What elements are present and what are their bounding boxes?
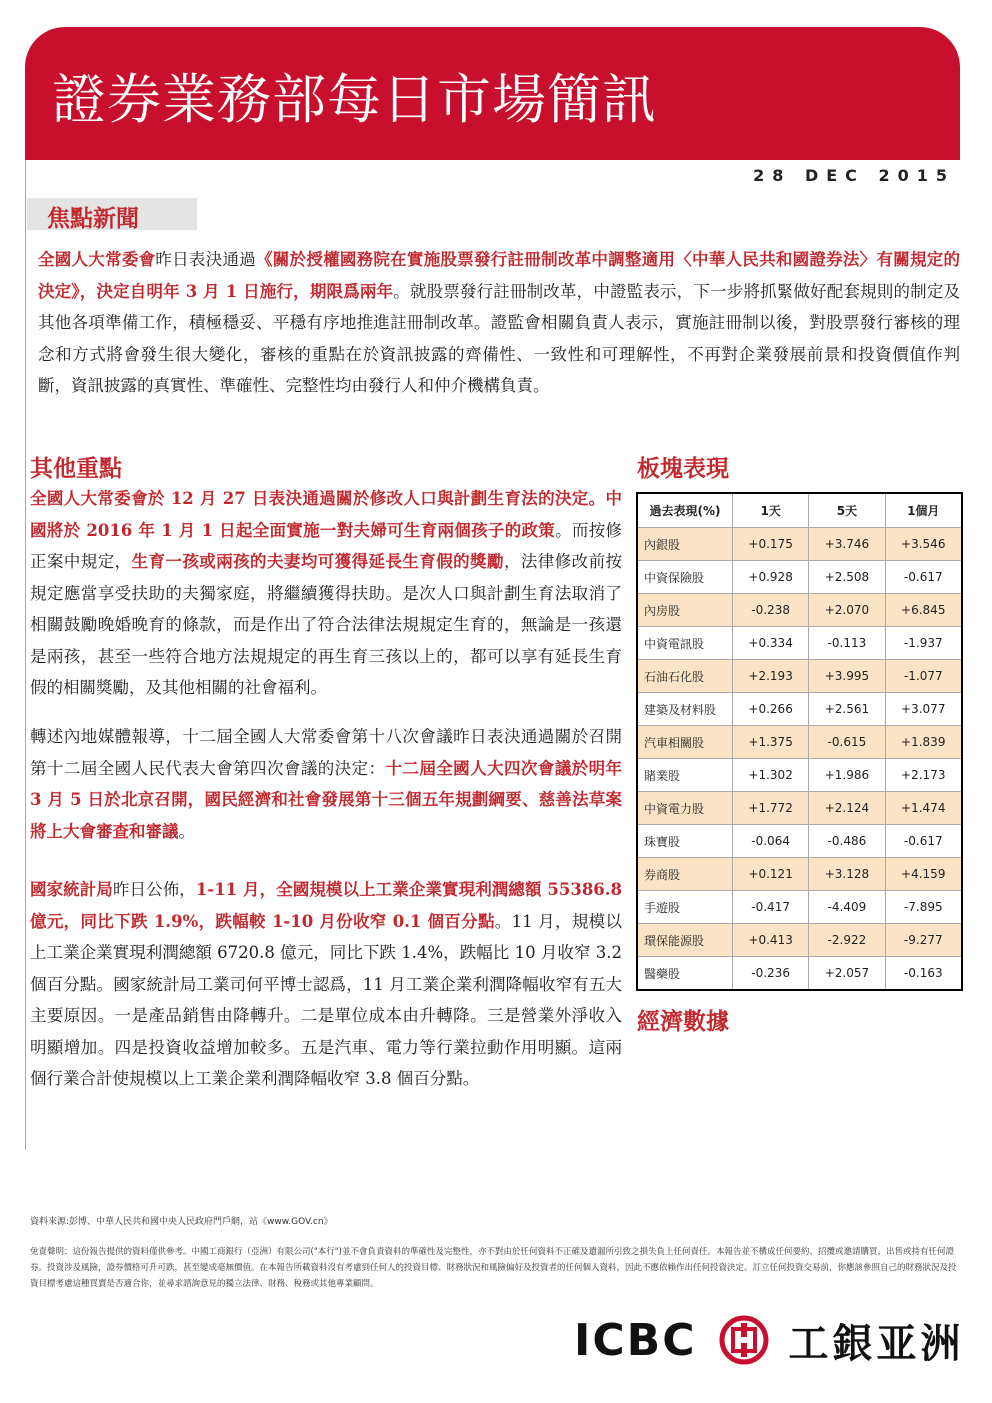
logo-text-en: ICBC <box>574 1314 697 1366</box>
others-p1-text-b: 。而按修正案中規定， <box>30 520 623 571</box>
table-header-cell: 5天 <box>809 493 885 528</box>
others-paragraph-2 <box>30 721 622 847</box>
perf-5d: -4.409 <box>809 891 885 924</box>
perf-5d: +3.128 <box>809 858 885 891</box>
focus-title: 焦點新聞 <box>47 206 139 232</box>
icbc-emblem-icon <box>719 1315 769 1365</box>
perf-1m: -1.937 <box>885 627 962 660</box>
perf-5d: +2.070 <box>809 594 885 627</box>
sector-name: 內銀股 <box>637 528 733 561</box>
economy-title: 經濟數據 <box>637 1009 729 1035</box>
perf-5d: -0.113 <box>809 627 885 660</box>
sector-performance-table <box>636 492 963 991</box>
logo-text-cn: 工銀亚洲 <box>788 1320 965 1367</box>
perf-1d: -0.064 <box>733 825 809 858</box>
icbc-logo <box>574 1314 965 1366</box>
others-title: 其他重點 <box>30 456 122 482</box>
sector-name: 賭業股 <box>637 759 733 792</box>
table-row <box>637 660 962 693</box>
others-paragraph-1 <box>30 483 622 704</box>
perf-1d: -0.417 <box>733 891 809 924</box>
perf-1m: -1.077 <box>885 660 962 693</box>
perf-1m: +6.845 <box>885 594 962 627</box>
perf-1d: +2.193 <box>733 660 809 693</box>
perf-5d: +2.508 <box>809 561 885 594</box>
focus-p1-text-b: 昨日表決通過 <box>155 250 257 269</box>
perf-5d: +3.746 <box>809 528 885 561</box>
table-row <box>637 858 962 891</box>
perf-1d: +0.266 <box>733 693 809 726</box>
perf-5d: -0.615 <box>809 726 885 759</box>
perf-5d: -0.486 <box>809 825 885 858</box>
perf-5d: -2.922 <box>809 924 885 957</box>
data-source: 資料來源:彭博、中華人民共和國中央人民政府門戶網，站《www.GOV.cn》 <box>30 1217 333 1227</box>
others-p1-highlight-c: 生育一孩或兩孩的夫妻均可獲得延長生育假的獎勵 <box>131 552 504 571</box>
table-row <box>637 594 962 627</box>
sector-name: 醫藥股 <box>637 957 733 991</box>
disclaimer: 免責聲明：這份報告提供的資料僅供參考。中國工商銀行（亞洲）有限公司("本行")並不會負責資料的準確性及完整性，亦不對由於任何資料不正確及遺漏所引致之損失負上任何責任。本報告並不構成任何要約、招攬或邀請購買，出售或持有任何證券。投資涉及風險，證券價格可升可跌，甚至變成毫無價值。在本報告所載資料沒有考慮到任何人的投資目標、財務狀況和風險偏好及投資者的任何個人資料，因此不應依賴作出任何投資決定。訂立任何投資交易前，你應該參照自己的財務狀況及投資目標考慮這種買賣是否適合你，並尋求諮詢意見的獨立法律、財務、稅務或其他專業顧問。 <box>30 1247 957 1289</box>
sector-name: 中資電訊股 <box>637 627 733 660</box>
table-row <box>637 825 962 858</box>
perf-5d: +2.057 <box>809 957 885 991</box>
perf-1m: -0.617 <box>885 561 962 594</box>
left-divider <box>25 160 26 1150</box>
others-p3-text-d: 。11 月，規模以上工業企業實現利潤總額 6720.8 億元，同比下跌 1.4%，跌幅比 10 月收窄 3.2 個百分點。國家統計局工業司何平博士認爲，11 月工業企業利潤降幅收窄有五大主要原因。一是產品銷售由降轉升。二是單位成本由升轉降。三是營業外淨收入明顯增加。四是投資收益增加較多。五是汽車、電力等行業拉動作用明顯。這兩個行業合計使規模以上工業企業利潤降幅收窄 3.8 個百分點。 <box>30 911 622 1088</box>
others-p3-highlight-c: 1-11 月，全國規模以上工業企業實現利潤總額 55386.8 億元，同比下跌 1.9%，跌幅較 1-10 月份收窄 0.1 個百分點 <box>30 880 623 931</box>
perf-1d: +1.772 <box>733 792 809 825</box>
others-p3-text-b: 昨日公佈， <box>112 880 196 899</box>
sector-name: 券商股 <box>637 858 733 891</box>
focus-p1-highlight-c: 《關於授權國務院在實施股票發行註冊制改革中調整適用〈中華人民共和國證券法〉有關規定的決定》，決定自明年 3 月 1 日施行，期限爲兩年 <box>38 250 961 301</box>
others-paragraph-3 <box>30 874 622 1095</box>
perf-1m: +3.077 <box>885 693 962 726</box>
sector-name: 中資電力股 <box>637 792 733 825</box>
others-p1-highlight-a: 全國人大常委會於 12 月 27 日表決通過關於修改人口與計劃生育法的決定。中國將於 2016 年 1 月 1 日起全面實施一對夫婦可生育兩個孩子的政策 <box>30 489 622 540</box>
table-header-row <box>637 493 962 528</box>
table-row <box>637 759 962 792</box>
sector-name: 環保能源股 <box>637 924 733 957</box>
perf-1d: +0.175 <box>733 528 809 561</box>
sector-name: 中資保險股 <box>637 561 733 594</box>
sector-name: 手遊股 <box>637 891 733 924</box>
perf-1m: +1.474 <box>885 792 962 825</box>
focus-paragraph <box>38 244 960 402</box>
table-header-cell: 1個月 <box>885 493 962 528</box>
others-p2-text-c: 。 <box>178 821 195 841</box>
table-header-cell: 過去表現(%) <box>637 493 733 528</box>
perf-1m: -9.277 <box>885 924 962 957</box>
perf-1d: +0.334 <box>733 627 809 660</box>
table-row <box>637 528 962 561</box>
table-row <box>637 561 962 594</box>
table-header-cell: 1天 <box>733 493 809 528</box>
table-row <box>637 891 962 924</box>
perf-1d: +0.928 <box>733 561 809 594</box>
perf-1m: +1.839 <box>885 726 962 759</box>
perf-5d: +1.986 <box>809 759 885 792</box>
perf-1m: -0.617 <box>885 825 962 858</box>
perf-5d: +2.124 <box>809 792 885 825</box>
perf-1d: +1.375 <box>733 726 809 759</box>
perf-5d: +3.995 <box>809 660 885 693</box>
perf-1d: -0.238 <box>733 594 809 627</box>
others-p2-text-a: 轉述內地媒體報導，十二屆全國人大常委會第十八次會議昨日表決通過關於召開第十二屆全國人民代表大會第四次會議的決定： <box>30 727 622 778</box>
focus-p1-highlight-a: 全國人大常委會 <box>38 250 156 269</box>
others-p1-text-d: ，法律修改前按規定應當享受扶助的夫獨家庭，將繼續獲得扶助。是次人口與計劃生育法取消了相關鼓勵晚婚晚育的條款，而是作出了符合法律法規規定生育的，無論是一孩還是兩孩，甚至一些符合地方法規規定的再生育三孩以上的，都可以享有延長生育假的相關獎勵，及其他相關的社會福利。 <box>30 552 623 697</box>
others-p3-highlight-a: 國家統計局 <box>30 880 113 899</box>
perf-1m: +4.159 <box>885 858 962 891</box>
page-title: 證券業務部每日市場簡訊 <box>52 68 657 131</box>
table-row <box>637 792 962 825</box>
table-row <box>637 726 962 759</box>
perf-1d: +0.413 <box>733 924 809 957</box>
table-row <box>637 957 962 991</box>
perf-1d: +0.121 <box>733 858 809 891</box>
sector-name: 石油石化股 <box>637 660 733 693</box>
perf-1d: +1.302 <box>733 759 809 792</box>
perf-1m: -7.895 <box>885 891 962 924</box>
sector-name: 汽車相關股 <box>637 726 733 759</box>
perf-1m: +3.546 <box>885 528 962 561</box>
table-row <box>637 924 962 957</box>
sector-name: 珠寶股 <box>637 825 733 858</box>
report-date: 28 DEC 2015 <box>753 166 955 185</box>
perf-1d: -0.236 <box>733 957 809 991</box>
sector-name: 內房股 <box>637 594 733 627</box>
table-row <box>637 627 962 660</box>
table-row <box>637 693 962 726</box>
sector-name: 建築及材料股 <box>637 693 733 726</box>
focus-p1-text-d: 。就股票發行註冊制改革，中證監表示，下一步將抓緊做好配套規則的制定及其他各項準備工作，積極穩妥、平穩有序地推進註冊制改革。證監會相關負責人表示，實施註冊制以後，對股票發行審核的理念和方式將會發生很大變化，審核的重點在於資訊披露的齊備性、一致性和可理解性，不再對企業發展前景和投資價值作判斷，資訊披露的真實性、準確性、完整性均由發行人和仲介機構負責。 <box>38 281 960 395</box>
perf-5d: +2.561 <box>809 693 885 726</box>
sector-title: 板塊表現 <box>637 456 729 482</box>
others-p2-highlight-b: 十二屆全國人大四次會議於明年 3 月 5 日於北京召開，國民經濟和社會發展第十三個五年規劃綱要、慈善法草案將上大會審查和審議 <box>30 758 623 841</box>
perf-1m: +2.173 <box>885 759 962 792</box>
perf-1m: -0.163 <box>885 957 962 991</box>
